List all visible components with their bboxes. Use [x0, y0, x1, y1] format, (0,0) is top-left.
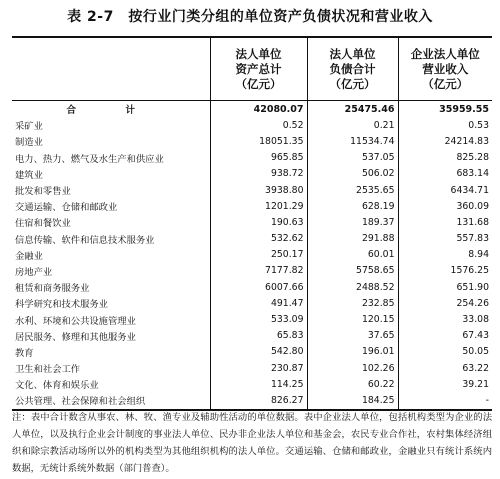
industry-name: 科学研究和技术服务业	[15, 299, 108, 311]
liabilities-cell: 11534.74	[307, 133, 398, 149]
liabilities-cell: 102.26	[307, 360, 398, 376]
total-liabilities: 25475.46	[307, 101, 398, 118]
industry-name: 采矿业	[15, 121, 43, 133]
industry-name: 卫生和社会工作	[15, 364, 81, 376]
liabilities-cell: 2488.52	[307, 279, 398, 295]
table-row	[12, 344, 492, 360]
total-row	[12, 101, 492, 118]
liabilities-cell: 506.02	[307, 166, 398, 182]
assets-cell: 533.09	[210, 311, 307, 327]
table-row	[12, 376, 492, 392]
industry-name: 制造业	[15, 137, 43, 149]
assets-cell: 65.83	[210, 328, 307, 344]
header-liabilities-line-3: （亿元）	[329, 76, 376, 91]
liabilities-cell: 537.05	[307, 150, 398, 166]
assets-cell: 826.27	[210, 392, 307, 409]
header-assets-line-3: （亿元）	[235, 76, 282, 91]
table-row	[12, 150, 492, 166]
table-row	[12, 279, 492, 295]
industry-name: 教育	[15, 347, 34, 359]
revenue-cell: 50.05	[398, 344, 492, 360]
table-row	[12, 263, 492, 279]
industry-name: 建筑业	[15, 169, 43, 181]
industry-table	[12, 36, 492, 411]
header-assets-line-1: 法人单位	[235, 46, 282, 61]
industry-name: 房地产业	[15, 266, 53, 278]
table-footnote: 注：表中合计数含从事农、林、牧、渔专业及辅助性活动的单位数据。表中企业法人单位，包括机构类型为企业的法人单位，以及执行企业会计制度的事业法人单位、民办非企业法人单位和基金会，农民专业合作社，农村集体经济组织和除宗教活动场所以外的机构类型为其他组织机构的法人单位。交通运输、仓储和邮政业，金融业只有统计系统内数据，无统计系统外数据（部门普查）。	[12, 412, 492, 474]
liabilities-cell: 628.19	[307, 198, 398, 214]
assets-cell: 114.25	[210, 376, 307, 392]
header-revenue-line-3: （亿元）	[422, 76, 469, 91]
liabilities-cell: 2535.65	[307, 182, 398, 198]
assets-cell: 938.72	[210, 166, 307, 182]
header-assets	[210, 37, 307, 101]
industry-name: 租赁和商务服务业	[15, 283, 90, 295]
table-row	[12, 117, 492, 133]
revenue-cell: 67.43	[398, 328, 492, 344]
industry-name: 信息传输、软件和信息技术服务业	[15, 234, 155, 246]
table-row	[12, 133, 492, 149]
assets-cell: 3938.80	[210, 182, 307, 198]
header-liabilities-line-2: 负债合计	[329, 61, 376, 76]
industry-name: 住宿和餐饮业	[15, 218, 71, 230]
total-label: 合 计	[66, 105, 155, 117]
assets-cell: 542.80	[210, 344, 307, 360]
liabilities-cell: 120.15	[307, 311, 398, 327]
table-row	[12, 311, 492, 327]
header-revenue-line-1: 企业法人单位	[410, 46, 480, 61]
table-row	[12, 231, 492, 247]
revenue-cell: 557.83	[398, 231, 492, 247]
assets-cell: 491.47	[210, 295, 307, 311]
revenue-cell: 651.90	[398, 279, 492, 295]
assets-cell: 190.63	[210, 214, 307, 230]
industry-name: 居民服务、修理和其他服务业	[15, 331, 136, 343]
liabilities-cell: 291.88	[307, 231, 398, 247]
header-row	[12, 37, 492, 101]
header-revenue	[398, 37, 492, 101]
table-row	[12, 392, 492, 409]
revenue-cell: 0.53	[398, 117, 492, 133]
table-row	[12, 198, 492, 214]
table-row	[12, 360, 492, 376]
revenue-cell: 254.26	[398, 295, 492, 311]
total-assets: 42080.07	[210, 101, 307, 118]
table-row	[12, 247, 492, 263]
revenue-cell: 360.09	[398, 198, 492, 214]
table-row	[12, 166, 492, 182]
liabilities-cell: 0.21	[307, 117, 398, 133]
revenue-cell: 24214.83	[398, 133, 492, 149]
header-liabilities	[307, 37, 398, 101]
liabilities-cell: 232.85	[307, 295, 398, 311]
revenue-cell: 33.08	[398, 311, 492, 327]
assets-cell: 230.87	[210, 360, 307, 376]
revenue-cell: 1576.25	[398, 263, 492, 279]
table-row	[12, 328, 492, 344]
header-revenue-line-2: 营业收入	[422, 61, 469, 76]
assets-cell: 0.52	[210, 117, 307, 133]
header-assets-line-2: 资产总计	[235, 61, 282, 76]
table-row	[12, 182, 492, 198]
liabilities-cell: 189.37	[307, 214, 398, 230]
industry-name: 电力、热力、燃气及水生产和供应业	[15, 153, 164, 165]
industry-name: 文化、体育和娱乐业	[15, 380, 99, 392]
assets-cell: 965.85	[210, 150, 307, 166]
liabilities-cell: 60.01	[307, 247, 398, 263]
assets-cell: 18051.35	[210, 133, 307, 149]
assets-cell: 1201.29	[210, 198, 307, 214]
revenue-cell: 8.94	[398, 247, 492, 263]
table-title: 表 2-7 按行业门类分组的单位资产负债状况和营业收入	[67, 9, 433, 25]
revenue-cell: 39.21	[398, 376, 492, 392]
revenue-cell: 131.68	[398, 214, 492, 230]
liabilities-cell: 37.65	[307, 328, 398, 344]
table-body	[12, 101, 492, 410]
total-revenue: 35959.55	[398, 101, 492, 118]
liabilities-cell: 196.01	[307, 344, 398, 360]
revenue-cell: 825.28	[398, 150, 492, 166]
liabilities-cell: 5758.65	[307, 263, 398, 279]
assets-cell: 7177.82	[210, 263, 307, 279]
industry-name: 交通运输、仓储和邮政业	[15, 202, 118, 214]
industry-name: 批发和零售业	[15, 186, 71, 198]
liabilities-cell: 60.22	[307, 376, 398, 392]
table-row	[12, 295, 492, 311]
table-row	[12, 214, 492, 230]
revenue-cell: 6434.71	[398, 182, 492, 198]
assets-cell: 6007.66	[210, 279, 307, 295]
revenue-cell: 63.22	[398, 360, 492, 376]
industry-name: 金融业	[15, 250, 43, 262]
header-industry	[12, 37, 210, 101]
liabilities-cell: 184.25	[307, 392, 398, 409]
assets-cell: 532.62	[210, 231, 307, 247]
header-liabilities-line-1: 法人单位	[329, 46, 376, 61]
industry-name: 水利、环境和公共设施管理业	[15, 315, 136, 327]
industry-name: 公共管理、社会保障和社会组织	[12, 392, 210, 409]
revenue-cell: 683.14	[398, 166, 492, 182]
revenue-cell: -	[398, 392, 492, 409]
assets-cell: 250.17	[210, 247, 307, 263]
